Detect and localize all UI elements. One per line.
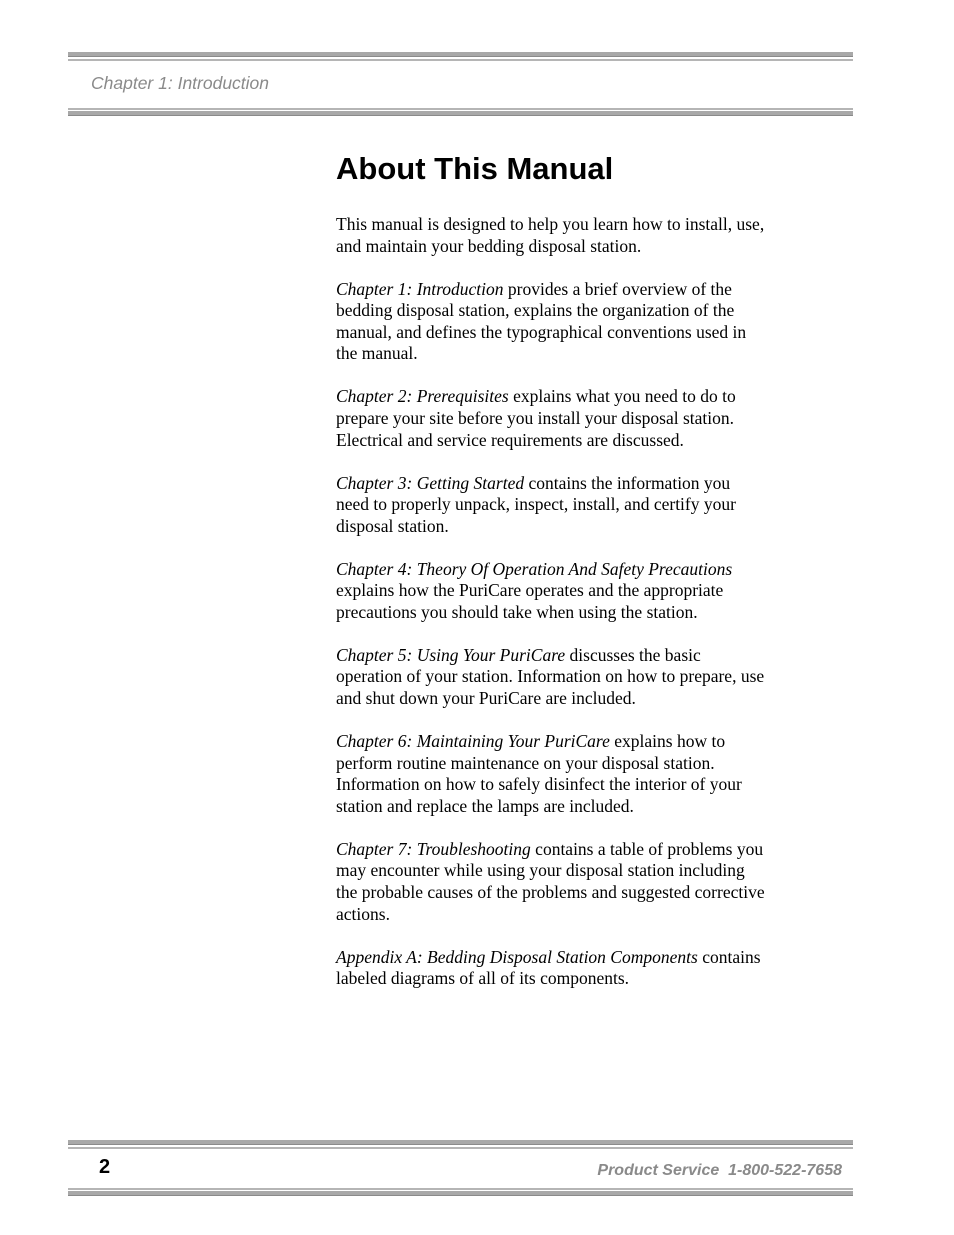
page-number: 2 — [99, 1156, 111, 1178]
paragraph-chapter-1 — [336, 279, 766, 365]
chapter-5-ref: Chapter 5: Using Your PuriCare — [336, 644, 566, 665]
chapter-1-ref: Chapter 1: Introduction — [336, 278, 504, 299]
product-service-phone: Product Service 1-800-522-7658 — [597, 1162, 842, 1179]
paragraph-text: provides a brief overview of the bedding disposal station, explains the organization of the manual, and defines the typographical conventions used in the manual. — [336, 278, 747, 364]
header-top-rule — [68, 52, 853, 57]
paragraph-text: contains a table of problems you may encounter while using your disposal station including the probable causes of the problems and suggested corrective actions. — [336, 838, 765, 924]
paragraph-chapter-4 — [336, 559, 766, 624]
paragraph-chapter-3 — [336, 473, 766, 538]
paragraph-text: contains labeled diagrams of all of its components. — [336, 946, 761, 989]
chapter-4-ref: Chapter 4: Theory Of Operation And Safety Precautions — [336, 558, 733, 579]
footer-bottom-rule — [68, 1191, 853, 1196]
footer-bottom-rule-thin — [68, 1188, 853, 1190]
appendix-a-ref: Appendix A: Bedding Disposal Station Components — [336, 946, 698, 967]
chapter-2-ref: Chapter 2: Prerequisites — [336, 386, 509, 407]
chapter-6-ref: Chapter 6: Maintaining Your PuriCare — [336, 731, 610, 752]
paragraph-chapter-7 — [336, 839, 766, 925]
paragraph-text: explains how to perform routine maintenance on your disposal station. Information on how to safely disinfect the interior of your station and replace the lamps are included. — [336, 731, 742, 816]
paragraph-text: explains what you need to do to prepare your site before you install your disposal station. Electrical and service requirements are discussed. — [336, 386, 736, 450]
paragraph-chapter-6 — [336, 731, 766, 817]
footer-top-rule — [68, 1140, 853, 1145]
footer-top-rule-thin — [68, 1147, 853, 1149]
manual-description — [336, 214, 766, 1011]
chapter-3-ref: Chapter 3: Getting Started — [336, 472, 525, 493]
paragraph-text: discusses the basic operation of your station. Information on how to prepare, use and shut down your PuriCare are included. — [336, 644, 765, 709]
header-bottom-rule-thin — [68, 108, 853, 110]
paragraph-chapter-2 — [336, 386, 766, 451]
header-top-rule-thin — [68, 59, 853, 61]
running-head: Chapter 1: Introduction — [91, 73, 270, 93]
paragraph-text: contains the information you need to properly unpack, inspect, install, and certify your disposal station. — [336, 472, 736, 536]
paragraph-chapter-5 — [336, 645, 766, 710]
paragraph-appendix-a — [336, 947, 766, 990]
paragraph-text: explains how the PuriCare operates and the appropriate precautions you should take when using the station. — [336, 580, 724, 622]
paragraph-intro — [336, 214, 766, 257]
page-title: About This Manual — [336, 151, 614, 186]
header-bottom-rule — [68, 111, 853, 116]
paragraph-text: This manual is designed to help you learn how to install, use, and maintain your bedding disposal station. — [336, 214, 765, 256]
chapter-7-ref: Chapter 7: Troubleshooting — [336, 838, 531, 859]
